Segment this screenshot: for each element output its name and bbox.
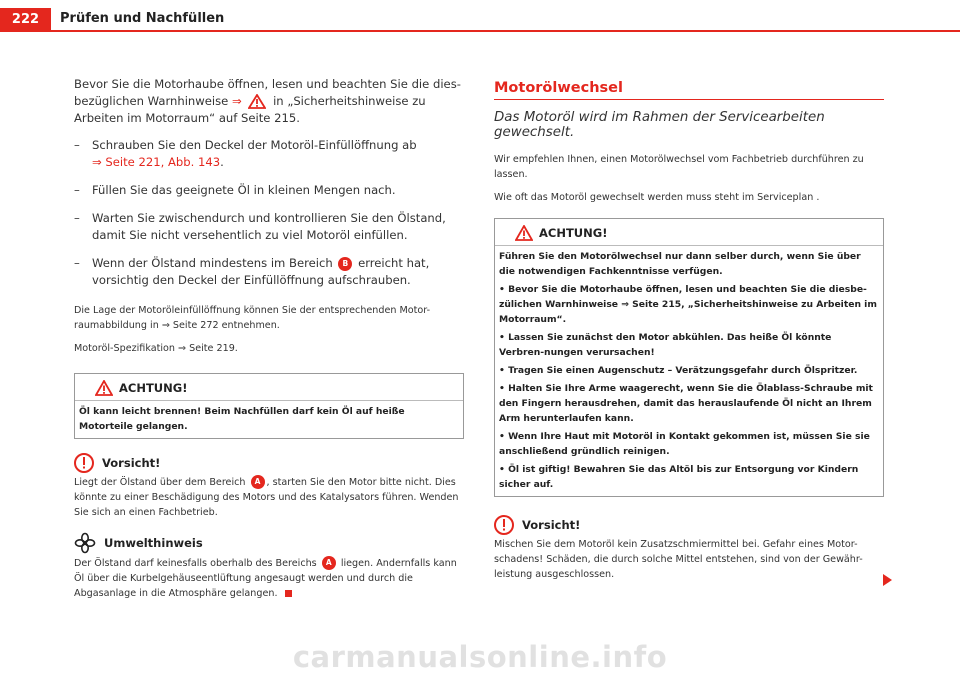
warning-intro: Führen Sie den Motorölwechsel nur dann selber durch, wenn Sie über die notwendigen Fachkenntnisse verfügen.: [499, 251, 861, 277]
warning-list: [495, 246, 883, 496]
caution-icon: [74, 453, 94, 473]
step-1: – Schrauben Sie den Deckel der Motoröl-Einfüllöffnung ab ⇒ Seite 221, Abb. 143.: [74, 138, 417, 169]
note-specification: Motoröl-Spezifikation ⇒ Seite 219.: [74, 343, 238, 354]
intro-paragraph: [74, 76, 464, 127]
list-item: • Tragen Sie einen Augenschutz – Verätzungsgefahr durch Ölspritzer.: [499, 365, 858, 376]
section-title: Motorölwechsel: [494, 80, 884, 100]
list-item: • Wenn Ihre Haut mit Motoröl in Kontakt gekommen ist, müssen Sie sie anschließend gründlich reinigen.: [499, 431, 870, 457]
step-2: – Füllen Sie das geeignete Öl in kleinen Mengen nach.: [74, 183, 396, 197]
list-item: • Halten Sie Ihre Arme waagerecht, wenn Sie die Ölablass-Schraube mit den Fingern herausdrehen, damit das herauslaufende Öl nicht an Ihrem Arm herunterlaufen kann.: [499, 383, 873, 424]
caution-title: Vorsicht!: [102, 456, 161, 470]
environment-title: Umwelthinweis: [104, 536, 203, 550]
note-location: Die Lage der Motoröleinfüllöffnung können Sie der entsprechenden Motor-raumabbildung in ⇒ Seite 272 entnehmen.: [74, 305, 431, 331]
paragraph-recommendation: Wir empfehlen Ihnen, einen Motorölwechsel vom Fachbetrieb durchführen zu lassen.: [494, 154, 864, 180]
intro-line-2: bezüglichen Warnhinweise ⇒ in „Sicherheitshinweise zu: [74, 94, 426, 108]
caution-text: Mischen Sie dem Motoröl kein Zusatzschmiermittel bei. Gefahr eines Motor-schadens! Schäden, die durch solche Mittel entstehen, sind von der Gewähr-leistung ausgeschlossen.: [494, 539, 863, 580]
warning-box-header: [495, 219, 883, 246]
watermark: carmanualsonline.info: [292, 640, 668, 674]
page-header: [0, 0, 960, 34]
caution-icon: [494, 515, 514, 535]
step-3: – Warten Sie zwischendurch und kontrollieren Sie den Ölstand, damit Sie nicht versehentlich zu viel Motoröl einfüllen.: [74, 211, 446, 242]
warning-triangle-icon: [515, 225, 533, 241]
list-item: • Öl ist giftig! Bewahren Sie das Altöl bis zur Entsorgung vor Kindern sicher auf.: [499, 464, 859, 490]
page-number: 222: [0, 8, 51, 32]
flower-icon: [74, 532, 96, 554]
environment-heading: [74, 532, 464, 554]
warning-text: Öl kann leicht brennen! Beim Nachfüllen darf kein Öl auf heiße Motorteile gelangen.: [79, 406, 405, 432]
caution-heading: [494, 515, 884, 535]
section-end-mark: [285, 590, 292, 597]
right-column: [494, 76, 884, 582]
warning-triangle-icon: [95, 380, 113, 396]
list-item: • Lassen Sie zunächst den Motor abkühlen. Das heiße Öl könnte Verbren-nungen verursachen!: [499, 332, 832, 358]
caution-text: Liegt der Ölstand über dem Bereich A , starten Sie den Motor bitte nicht. Dies könnte zu einer Beschädigung des Motors und des Katalysators führen. Wenden Sie sich an einen Fachbetrieb.: [74, 477, 459, 518]
warning-box-header: [75, 374, 463, 401]
header-rule: [51, 30, 960, 32]
caution-title: Vorsicht!: [522, 518, 581, 532]
caution-heading: [74, 453, 464, 473]
page-reference-link[interactable]: ⇒ Seite 221, Abb. 143: [92, 155, 221, 169]
step-4: – Wenn der Ölstand mindestens im Bereich B erreicht hat, vorsichtig den Deckel der Einfüllöffnung aufschrauben.: [74, 256, 430, 287]
section-subtitle: Das Motoröl wird im Rahmen der Servicearbeiten gewechselt.: [494, 110, 825, 140]
chapter-title: Prüfen und Nachfüllen: [60, 11, 225, 26]
area-b-badge: B: [338, 257, 352, 271]
warning-title: ACHTUNG!: [119, 381, 188, 395]
area-a-badge: A: [322, 556, 336, 570]
warning-title: ACHTUNG!: [539, 226, 608, 240]
area-a-badge: A: [251, 475, 265, 489]
left-column: [74, 76, 464, 601]
warning-box: [74, 373, 464, 439]
intro-line-3: Arbeiten im Motorraum“ auf Seite 215.: [74, 111, 300, 125]
list-item: • Bevor Sie die Motorhaube öffnen, lesen und beachten Sie die diesbe-zülichen Warnhinweise ⇒ Seite 215, „Sicherheitshinweise zu Arbeiten im Motorraum“.: [499, 284, 877, 325]
warning-triangle-icon: [248, 94, 266, 109]
environment-text: Der Ölstand darf keinesfalls oberhalb des Bereichs A liegen. Andernfalls kann Öl über die Kurbelgehäuseentlüftung angesaugt werden und durch die Abgasanlage in die Atmosphäre gelangen.: [74, 558, 457, 599]
warning-box: [494, 218, 884, 497]
continue-arrow-icon: [883, 574, 892, 586]
intro-line-1: Bevor Sie die Motorhaube öffnen, lesen und beachten Sie die dies-: [74, 77, 461, 91]
paragraph-service-plan: Wie oft das Motoröl gewechselt werden muss steht im Serviceplan .: [494, 192, 820, 203]
